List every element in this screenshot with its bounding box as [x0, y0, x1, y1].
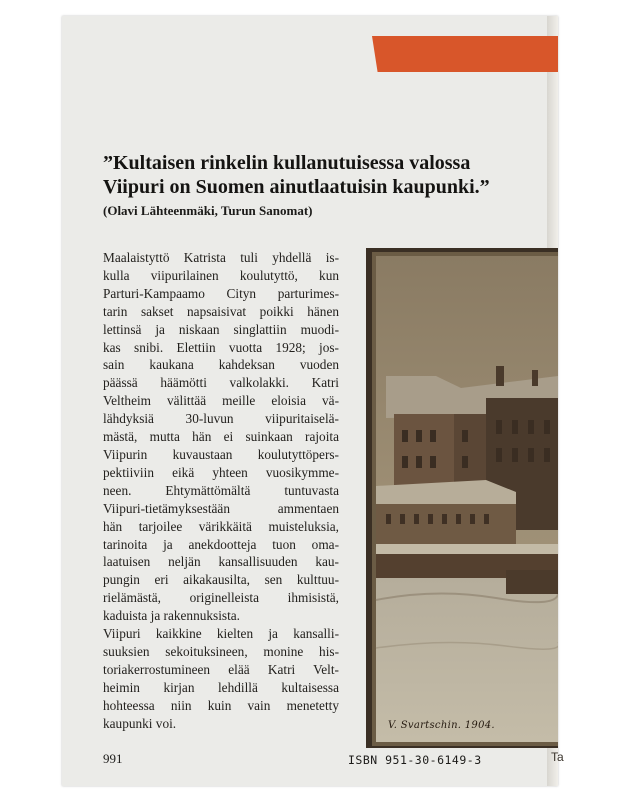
painting-signature: V. Svartschin. 1904.: [388, 720, 495, 731]
spine-title-fragment: Ta: [551, 750, 564, 764]
cover-painting: [366, 248, 558, 748]
blurb-line: Viipuri kaikkine kielten ja kansalli-: [103, 626, 339, 642]
painting-illustration: [366, 248, 558, 748]
blurb-line: sain kaukana kahdeksan vuoden: [103, 357, 339, 373]
blurb-line: kas snibi. Elettiin vuotta 1928; jos-: [103, 339, 339, 355]
blurb-line: tarinoita ja anekdootteja tuon oma-: [103, 536, 339, 552]
blurb-line: heimin kirjan lehdillä kultaisessa: [103, 679, 339, 695]
blurb-line: kaupunki voi.: [103, 715, 177, 731]
blurb-line: suuksien sekoituksineen, monine his-: [103, 643, 339, 659]
quote-line-2: Viipuri on Suomen ainutlaatuisin kaupunki.”: [103, 176, 490, 198]
quote-line-1: ”Kultaisen rinkelin kullanutuisessa valossa: [103, 152, 471, 174]
blurb-line: Veltheim välittää meille eloisia vä-: [103, 393, 339, 409]
isbn: ISBN 951-30-6149-3: [348, 753, 482, 767]
blurb-line: tarin sakset napsaisivat poikki hänen: [103, 303, 339, 319]
blurb-line: toriakerrostumineen elää Katri Velt-: [103, 661, 339, 677]
blurb-line: hohteessa niin kuin vain menetetty: [103, 697, 339, 713]
blurb-line: Viipuri-tietämyksestään ammentaen: [103, 500, 339, 516]
blurb-line: pektiiviin eikä yhteen vuosikymme-: [103, 464, 339, 480]
blurb-line: mästä, mutta hän ei suinkaan rajoita: [103, 429, 339, 445]
blurb-line: laatuisen neljän kansallisuuden kau-: [103, 554, 339, 570]
page-number: 991: [103, 751, 123, 766]
orange-stripe: [372, 36, 558, 72]
blurb-line: kaduista ja rakennuksista.: [103, 608, 240, 624]
blurb-line: Maalaistyttö Katrista tuli yhdellä is-: [103, 250, 339, 265]
blurb-line: Viipurin kuvaustaan koulutyttöpers-: [103, 446, 339, 462]
blurb-line: hän tarjoilee värikkäitä muisteluksia,: [103, 518, 339, 534]
blurb-line: pungin eri aikakausilta, sen kulttuu-: [103, 572, 339, 588]
blurb-line: lähdyksiä 30-luvun viipuritaiselä-: [103, 411, 339, 427]
blurb-line: neen. Ehtymättömältä tuntuvasta: [103, 482, 339, 498]
blurb-text: [103, 249, 339, 732]
blurb-line: rielämästä, originelleista ihmisistä,: [103, 590, 339, 606]
blurb-line: Parturi-Kampaamo Cityn parturimes-: [103, 285, 339, 301]
blurb-line: kulla viipurilainen koulutyttö, kun: [103, 267, 339, 283]
review-quote: [103, 151, 523, 199]
quote-source: (Olavi Lähteenmäki, Turun Sanomat): [103, 203, 313, 218]
blurb-line: lettinsä ja niskaan singlattiin muodi-: [103, 321, 339, 337]
blurb-line: päässä häämötti valkolakki. Katri: [103, 375, 339, 391]
